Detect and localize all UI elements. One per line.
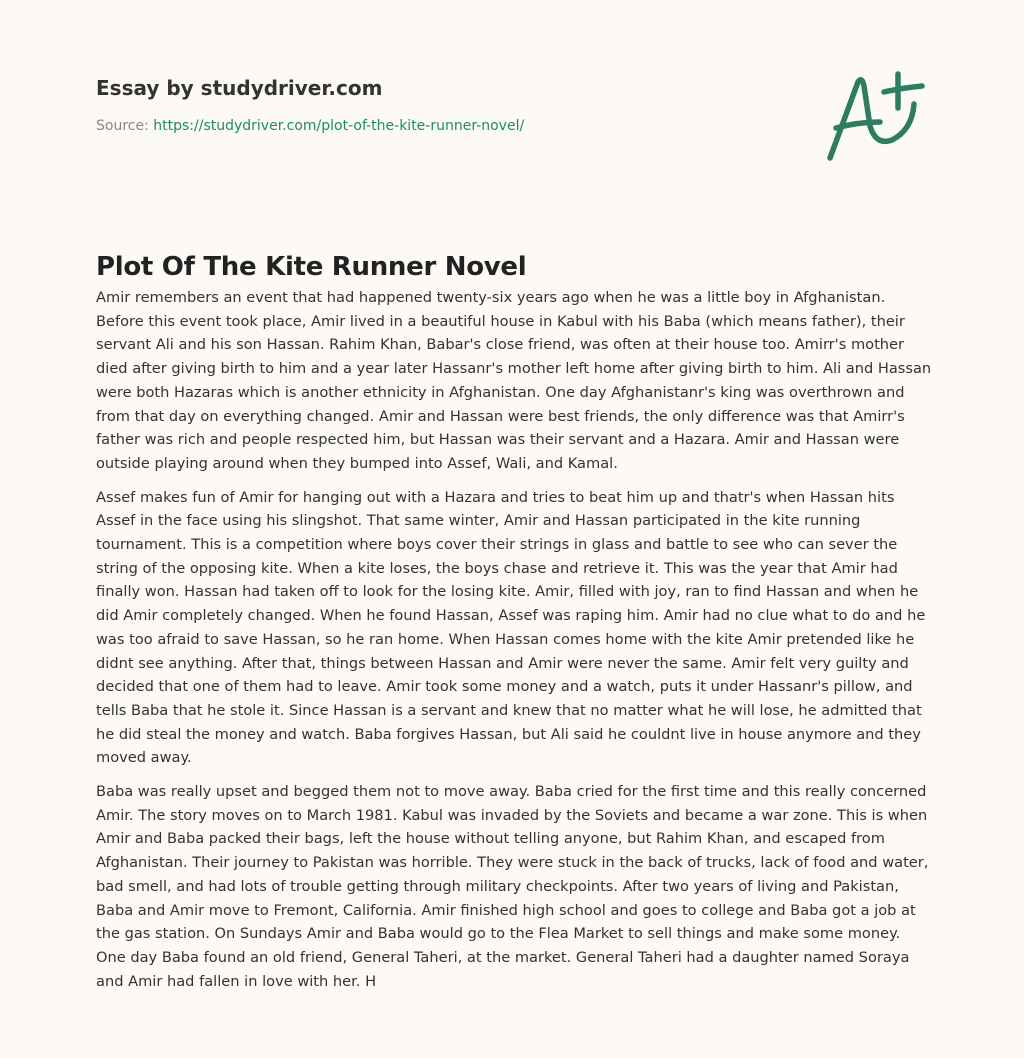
source-link[interactable]: https://studydriver.com/plot-of-the-kite-runner-novel/ (153, 118, 525, 134)
source-line (96, 118, 524, 134)
paragraph: Amir remembers an event that had happened twenty-six years ago when he was a little boy in Afghanistan. Before this event took place, Amir lived in a beautiful house in Kabul with his Baba (which means father), their servant Ali and his son Hassan. Rahim Khan, Babar's close friend, was often at their house too. Amirr's mother died after giving birth to him and a year later Hassanr's mother left home after giving birth to him. Ali and Hassan were both Hazaras which is another ethnicity in Afghanistan. One day Afghanistanr's king was overthrown and from that day on everything changed. Amir and Hassan were best friends, the only difference was that Amirr's father was rich and people respected him, but Hassan was their servant and a Hazara. Amir and Hassan were outside playing around when they bumped into Assef, Wali, and Kamal. (96, 289, 932, 472)
site-title: Essay by studydriver.com (96, 76, 383, 100)
source-label: Source: (96, 118, 149, 134)
a-plus-logo-icon (818, 64, 938, 164)
paragraph: Assef makes fun of Amir for hanging out with a Hazara and tries to beat him up and thatr's when Hassan hits Assef in the face using his slingshot. That same winter, Amir and Hassan participated in the kite running tournament. This is a competition where boys cover their strings in glass and battle to see who can sever the string of the opposing kite. When a kite loses, the boys chase and retrieve it. This was the year that Amir had finally won. Hassan had taken off to look for the losing kite. Amir, filled with joy, ran to find Hassan and when he did Amir completely changed. When he found Hassan, Assef was raping him. Amir had no clue what to do and he was too afraid to save Hassan, so he ran home. When Hassan comes home with the kite Amir pretended like he didnt see anything. After that, things between Hassan and Amir were never the same. Amir felt very guilty and decided that one of them had to leave. Amir took some money and a watch, puts it under Hassanr's pillow, and tells Baba that he stole it. Since Hassan is a servant and knew that no matter what he will lose, he admitted that he did steal the money and watch. Baba forgives Hassan, but Ali said he couldnt live in house anymore and they moved away. (96, 488, 926, 767)
paragraph: Baba was really upset and begged them not to move away. Baba cried for the first time and this really concerned Amir. The story moves on to March 1981. Kabul was invaded by the Soviets and became a war zone. This is when Amir and Baba packed their bags, left the house without telling anyone, but Rahim Khan, and escaped from Afghanistan. Their journey to Pakistan was horrible. They were stuck in the back of trucks, lack of food and water, bad smell, and had lots of trouble getting through military checkpoints. After two years of living and Pakistan, Baba and Amir move to Fremont, California. Amir finished high school and goes to college and Baba got a job at the gas station. On Sundays Amir and Baba would go to the Flea Market to sell things and make some money. One day Baba found an old friend, General Taheri, at the market. General Taheri had a daughter named Soraya and Amir had fallen in love with her. H (96, 783, 929, 990)
essay-title: Plot Of The Kite Runner Novel (96, 252, 527, 282)
essay-header (96, 76, 524, 134)
essay-body (96, 286, 932, 1003)
